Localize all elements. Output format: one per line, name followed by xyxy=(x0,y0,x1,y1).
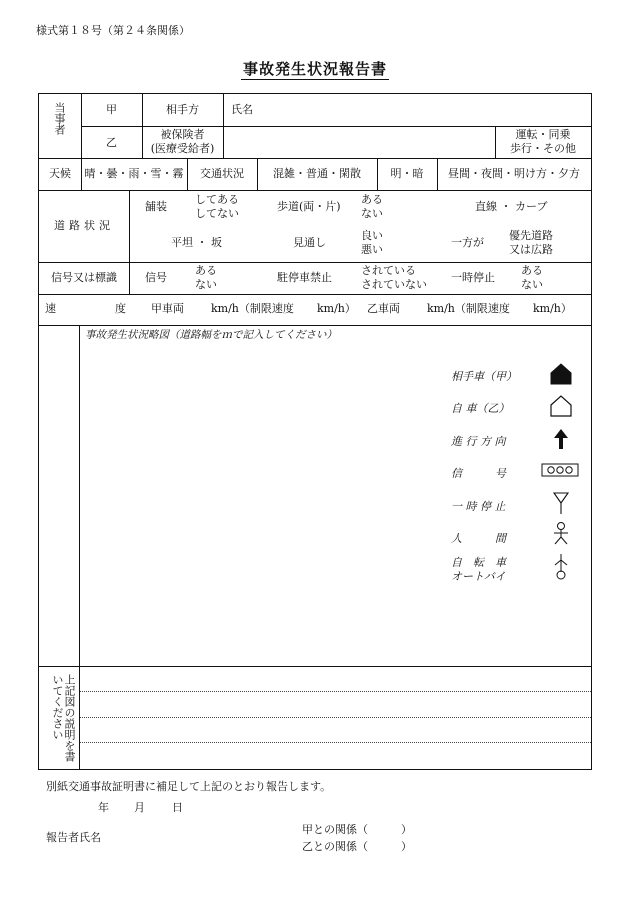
priority-road-1: 優先道路 xyxy=(509,229,553,242)
traffic-signal-icon xyxy=(541,462,579,478)
otsu-kmh-close: km/h） xyxy=(533,302,572,315)
explanation-line-1[interactable] xyxy=(81,668,589,690)
parties-label: 当事者 xyxy=(53,102,66,135)
counterpart-label: 相手方 xyxy=(166,103,199,116)
visibility-bad: 悪い xyxy=(361,243,383,256)
signal-label: 信号又は標識 xyxy=(51,271,117,284)
insured-label: 被保険者 xyxy=(160,128,205,141)
legend-label-person: 人 間 xyxy=(451,532,506,545)
otsu-kmh-open: km/h（制限速度 xyxy=(427,302,510,315)
explanation-line-2[interactable] xyxy=(81,693,589,716)
relation-to-ko: 甲との関係（ ） xyxy=(302,823,412,836)
speed-label-right: 度 xyxy=(115,302,126,315)
arrow-up-icon xyxy=(551,427,571,451)
stop-sign-icon xyxy=(551,490,571,516)
explanation-label: 上記図の説明を書いてください xyxy=(51,674,76,762)
rule-after-signal xyxy=(39,294,591,295)
footer-statement: 別紙交通事故証明書に補足して上記のとおり報告します。 xyxy=(46,780,332,793)
light-options: 明・暗 xyxy=(390,167,424,180)
legend-label-motorcycle: オートバイ xyxy=(451,570,506,583)
form-number: 様式第１８号（第２４条関係） xyxy=(36,24,190,37)
sketch-title: 事故発生状況略図（道路幅をｍで記入してください） xyxy=(85,329,337,341)
signal-exists: ある xyxy=(195,264,217,277)
legend-label-own-car: 自 車（乙） xyxy=(451,402,510,415)
sidewalk-exists: ある xyxy=(361,193,383,206)
speed-label-left: 速 xyxy=(45,302,56,315)
weather-label: 天候 xyxy=(49,167,71,180)
role-line-2: 歩行・その他 xyxy=(510,142,576,155)
footer-month: 月 xyxy=(134,801,145,814)
no-parking-enforced: されている xyxy=(361,264,416,277)
rule-after-sketch xyxy=(39,666,591,667)
sidewalk-label: 歩道(両・片) xyxy=(277,200,341,213)
explanation-line-4[interactable] xyxy=(81,744,589,766)
stop-exists: ある xyxy=(521,264,543,277)
ko-kmh-open: km/h（制限速度 xyxy=(211,302,294,315)
sketch-drawing-area[interactable] xyxy=(81,344,451,664)
stop-not-exists: ない xyxy=(521,278,543,291)
legend-label-signal: 信 号 xyxy=(451,467,506,480)
otsu-vehicle-label: 乙車両 xyxy=(367,302,400,315)
person-icon xyxy=(551,521,571,547)
traffic-options: 混雑・普通・閑散 xyxy=(273,167,361,180)
reporter-name-label: 報告者氏名 xyxy=(46,831,101,844)
straight-curve: 直線 ・ カーブ xyxy=(475,200,548,213)
weather-options: 晴・曇・雨・雪・霧 xyxy=(84,167,184,180)
rule-after-speed xyxy=(39,325,591,326)
traffic-label: 交通状況 xyxy=(200,167,244,180)
legend-label-bicycle: 自 転 車 xyxy=(451,556,506,569)
footer-year: 年 xyxy=(98,801,109,814)
signal-not-exists: ない xyxy=(195,278,217,291)
no-parking-not-enforced: されていない xyxy=(361,278,427,291)
party-ko: 甲 xyxy=(106,103,117,116)
stop-label: 一時停止 xyxy=(451,271,495,284)
sidewalk-not-exists: ない xyxy=(361,207,383,220)
insured-sub-label: (医療受給者) xyxy=(150,142,215,155)
dotted-line-1 xyxy=(79,691,591,692)
outline-house-icon xyxy=(549,394,573,418)
name-label: 氏名 xyxy=(231,103,253,116)
visibility-label: 見通し xyxy=(293,236,326,249)
rule-parties-mid xyxy=(81,126,591,127)
flat-slope: 平坦 ・ 坂 xyxy=(171,236,222,249)
one-side-label: 一方が xyxy=(451,236,484,249)
v-parties-role xyxy=(223,94,224,158)
unpaved-option: してない xyxy=(195,207,239,220)
paving-label: 舗装 xyxy=(145,200,167,213)
relation-to-otsu: 乙との関係（ ） xyxy=(302,840,412,853)
ko-vehicle-label: 甲車両 xyxy=(151,302,184,315)
road-label: 道路状況 xyxy=(54,219,114,232)
legend-label-direction: 進 行 方 向 xyxy=(451,435,506,448)
rule-after-parties xyxy=(39,158,591,159)
footer-day: 日 xyxy=(172,801,183,814)
v-road-label xyxy=(129,190,130,294)
role-line-1: 運転・同乗 xyxy=(515,128,571,141)
document-title-text: 事故発生状況報告書 xyxy=(242,60,387,78)
dotted-line-3 xyxy=(79,742,591,743)
report-form-table xyxy=(38,93,592,770)
no-parking-label: 駐停車禁止 xyxy=(277,271,332,284)
legend-label-stop: 一 時 停 止 xyxy=(451,500,506,513)
paved-option: してある xyxy=(195,193,239,206)
rule-after-weather xyxy=(39,190,591,191)
rule-after-road xyxy=(39,262,591,263)
visibility-good: 良い xyxy=(361,229,383,242)
time-options: 昼間・夜間・明け方・夕方 xyxy=(448,167,580,180)
document-title xyxy=(0,58,630,79)
filled-house-icon xyxy=(549,362,573,386)
signal-sub-label: 信号 xyxy=(145,271,167,284)
legend-label-opponent: 相手車（甲） xyxy=(451,370,517,383)
ko-kmh-close: km/h） xyxy=(317,302,356,315)
party-otsu: 乙 xyxy=(106,136,117,149)
priority-road-2: 又は広路 xyxy=(509,243,553,256)
explanation-line-3[interactable] xyxy=(81,719,589,741)
dotted-line-2 xyxy=(79,717,591,718)
v-sketch-label xyxy=(79,325,80,769)
bicycle-icon xyxy=(551,552,571,582)
